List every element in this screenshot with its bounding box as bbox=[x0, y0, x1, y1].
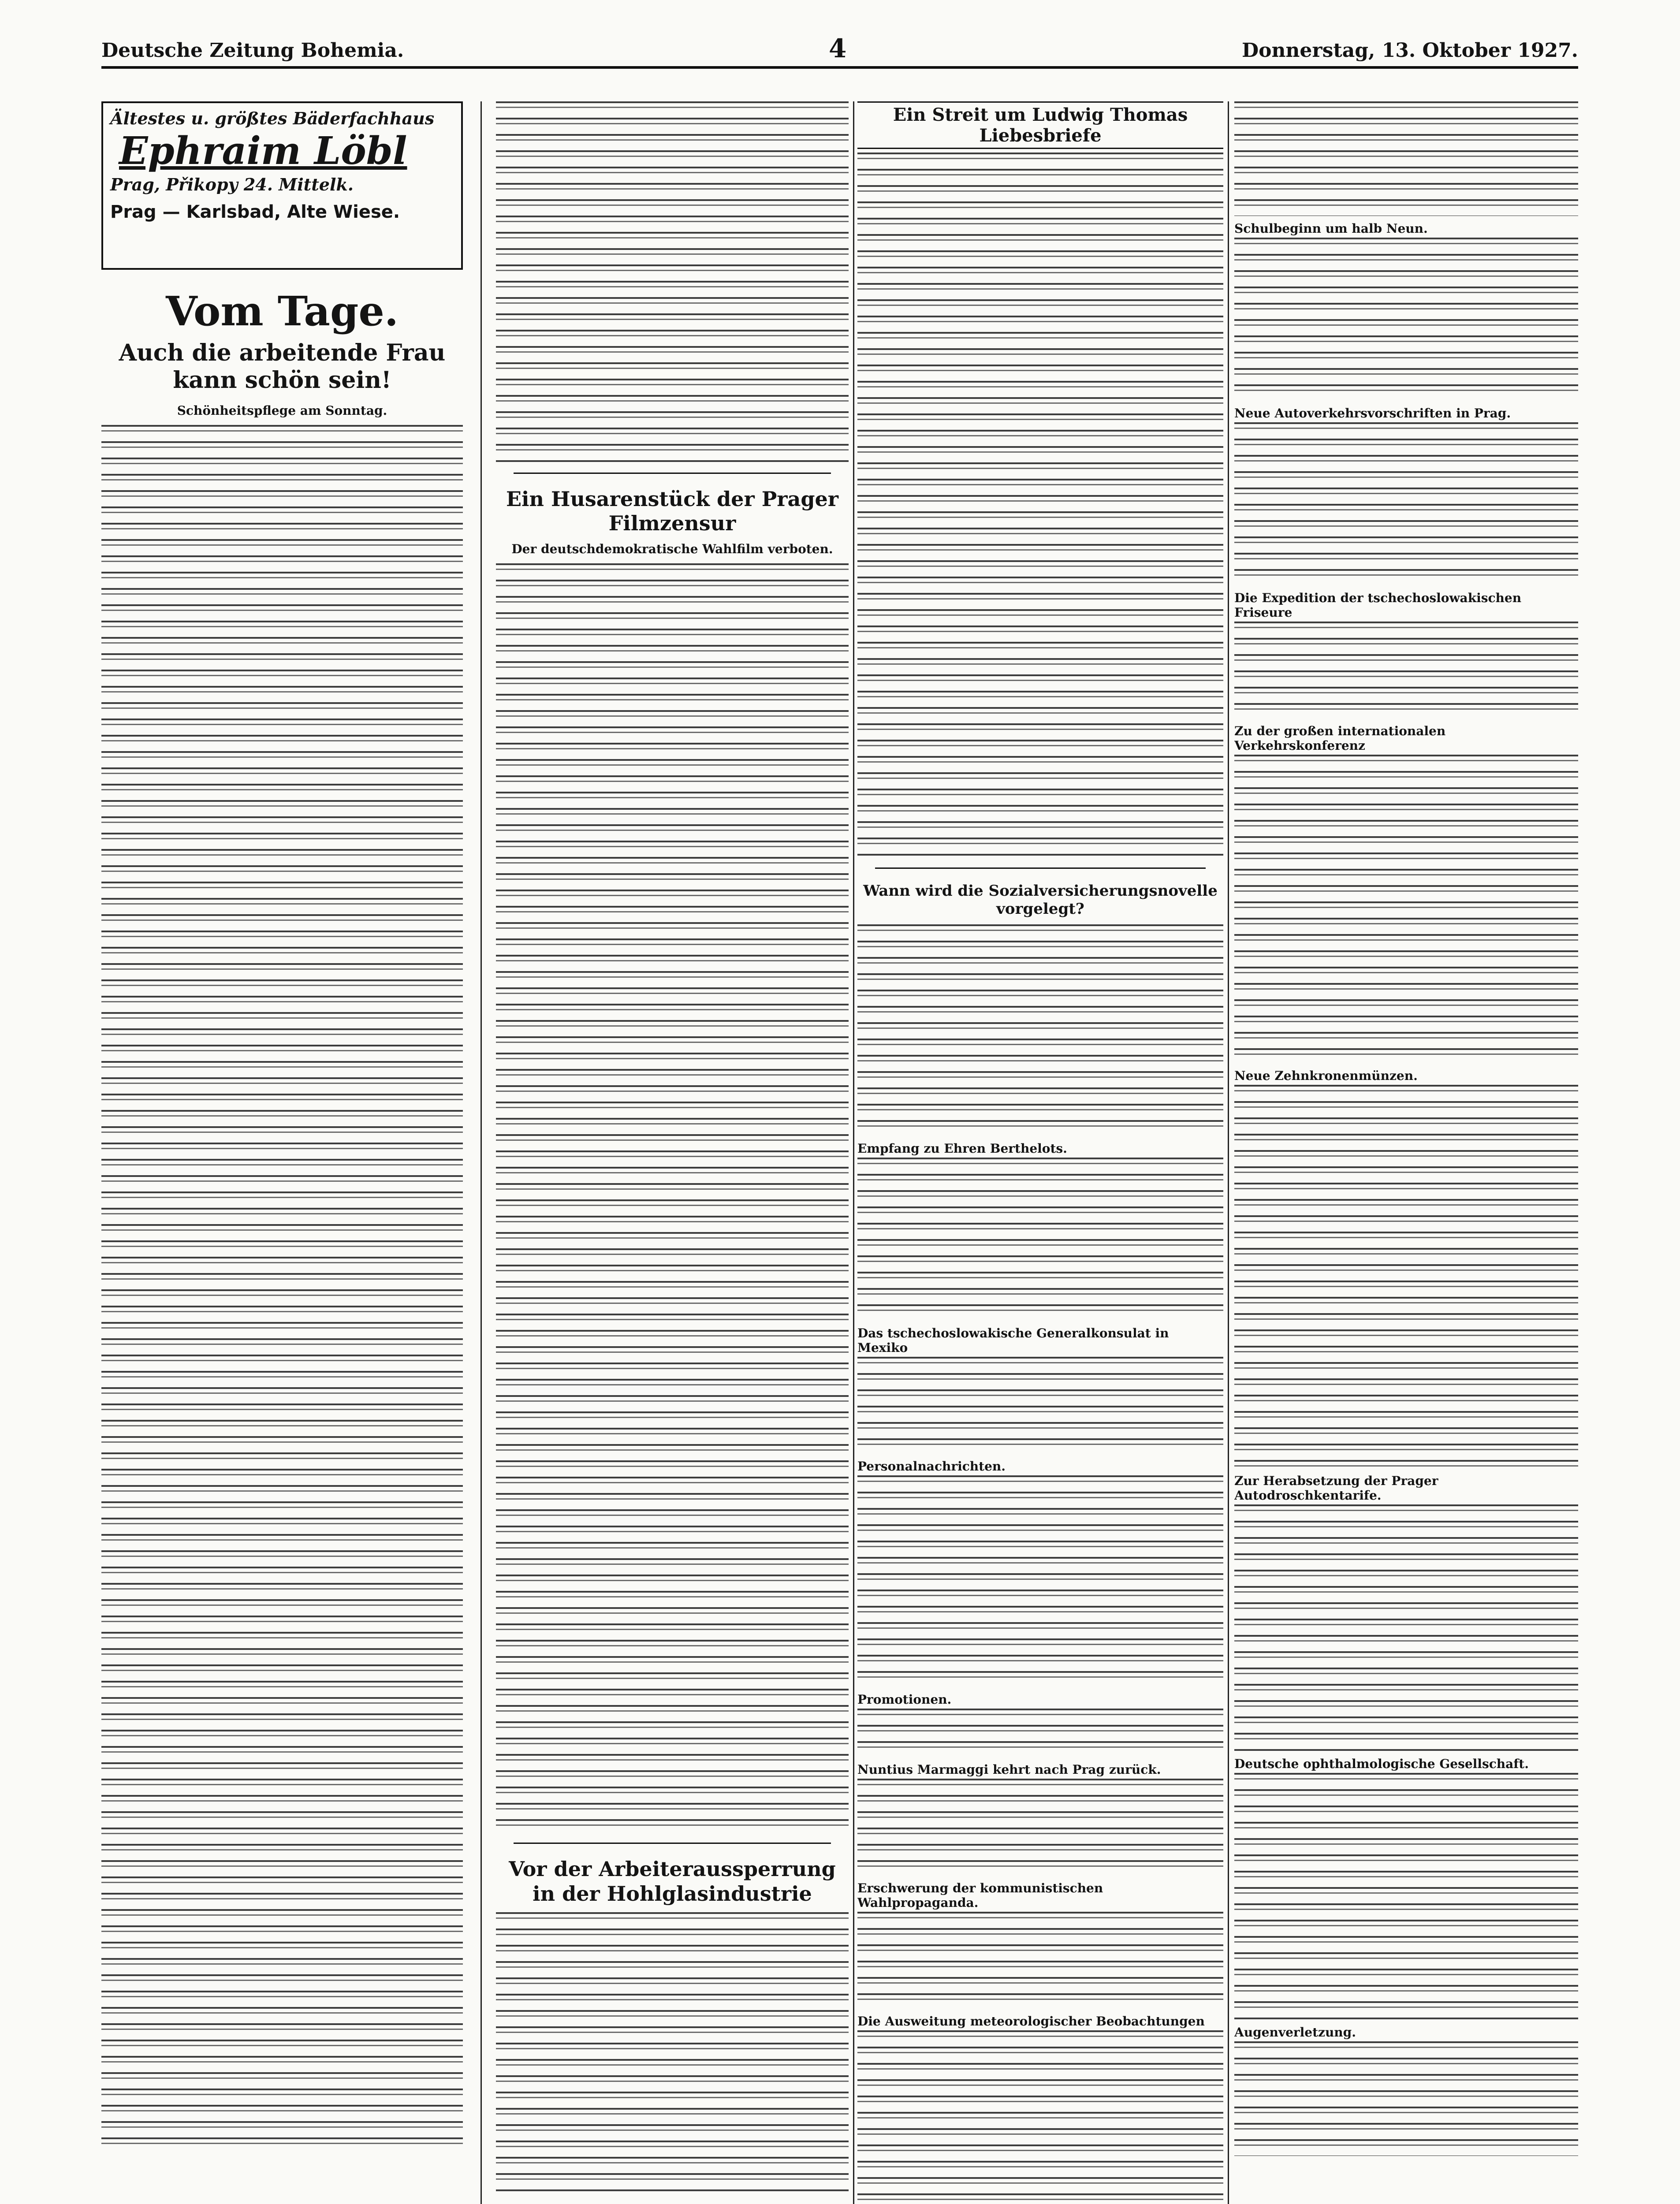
column-2 bbox=[496, 101, 849, 2204]
news-item-heading: Promotionen. bbox=[857, 1692, 952, 1707]
column-3 bbox=[857, 101, 1223, 2204]
news-item-body bbox=[1234, 622, 1578, 719]
article-body-continued bbox=[1234, 101, 1578, 216]
article-body bbox=[857, 153, 1223, 858]
news-item-body bbox=[857, 1158, 1223, 1321]
ad-locations: Prag — Karlsbad, Alte Wiese. bbox=[110, 202, 400, 223]
news-item-body bbox=[1234, 238, 1578, 401]
news-item-heading: Augenverletzung. bbox=[1234, 2025, 1356, 2040]
news-item-body bbox=[857, 1357, 1223, 1454]
page-number: 4 bbox=[829, 34, 847, 63]
article-body-continued bbox=[496, 101, 849, 463]
column-1 bbox=[101, 101, 463, 2204]
news-item-heading: Nuntius Marmaggi kehrt nach Prag zurück. bbox=[857, 1762, 1161, 1777]
news-item-body bbox=[1234, 755, 1578, 1063]
news-item-body bbox=[857, 1709, 1223, 1757]
article-body bbox=[101, 425, 463, 2144]
divider bbox=[514, 1843, 831, 1844]
column-rule bbox=[481, 101, 482, 2204]
news-item-body bbox=[1234, 1504, 1578, 1751]
news-item-body bbox=[1234, 1085, 1578, 1468]
news-item-body bbox=[1234, 2041, 1578, 2156]
news-item-heading: Erschwerung der kommunistischen Wahlpropaganda. bbox=[857, 1880, 1103, 1910]
news-item-heading: Zur Herabsetzung der Prager Autodroschkentarife. bbox=[1234, 1474, 1438, 1503]
article-headline: Vor der Arbeiteraussperrung in der Hohlglasindustrie bbox=[509, 1857, 836, 1906]
article-kicker: Der deutschdemokratische Wahlfilm verboten. bbox=[511, 542, 833, 557]
column-rule bbox=[1228, 101, 1229, 2204]
news-item-heading: Personalnachrichten. bbox=[857, 1459, 1006, 1474]
ad-tagline: Ältestes u. größtes Bäderfachhaus bbox=[110, 108, 435, 128]
column-rule bbox=[853, 101, 854, 2204]
news-item-body bbox=[857, 1912, 1223, 2009]
news-item-body bbox=[1234, 422, 1578, 585]
masthead bbox=[101, 31, 1578, 69]
newspaper-name: Deutsche Zeitung Bohemia. bbox=[101, 39, 404, 62]
article-headline: Auch die arbeitende Frau kann schön sein! bbox=[119, 339, 446, 394]
news-item-heading: Die Expedition der tschechoslowakischen Friseure bbox=[1234, 591, 1522, 620]
divider bbox=[875, 867, 1206, 869]
news-item-body bbox=[857, 1475, 1223, 1687]
news-item-heading: Neue Zehnkronenmünzen. bbox=[1234, 1068, 1418, 1083]
article-headline: Ein Husarenstück der Prager Filmzensur bbox=[506, 487, 838, 536]
news-item-body bbox=[857, 1779, 1223, 1876]
ad-address: Prag, Přikopy 24. Mittelk. bbox=[110, 175, 354, 195]
section-title: Vom Tage. bbox=[166, 287, 399, 335]
article-body bbox=[857, 924, 1223, 1136]
news-item-heading: Das tschechoslowakische Generalkonsulat in Mexiko bbox=[857, 1325, 1169, 1355]
news-item-body bbox=[857, 2030, 1223, 2204]
news-item-heading: Zu der großen internationalen Verkehrskonferenz bbox=[1234, 724, 1446, 753]
news-item-heading: Neue Autoverkehrsvorschriften in Prag. bbox=[1234, 406, 1511, 421]
issue-date: Donnerstag, 13. Oktober 1927. bbox=[1241, 39, 1578, 62]
ad-company-name: Ephraim Löbl bbox=[119, 128, 407, 173]
news-item-heading: Die Ausweitung meteorologischer Beobachtungen bbox=[857, 2014, 1205, 2029]
article-body bbox=[496, 1912, 849, 2194]
news-item-body bbox=[1234, 1773, 1578, 2020]
article-kicker: Schönheitspflege am Sonntag. bbox=[177, 403, 387, 418]
advertisement bbox=[101, 101, 463, 270]
article-body bbox=[496, 563, 849, 1833]
article-headline: Ein Streit um Ludwig Thomas Liebesbriefe bbox=[857, 101, 1223, 149]
news-item-heading: Empfang zu Ehren Berthelots. bbox=[857, 1141, 1067, 1156]
article-headline: Wann wird die Sozialversicherungsnovelle vorgelegt? bbox=[863, 882, 1218, 918]
divider bbox=[514, 473, 831, 474]
column-4 bbox=[1234, 101, 1578, 2204]
news-item-heading: Deutsche ophthalmologische Gesellschaft. bbox=[1234, 1757, 1529, 1771]
news-item-heading: Schulbeginn um halb Neun. bbox=[1234, 221, 1428, 236]
